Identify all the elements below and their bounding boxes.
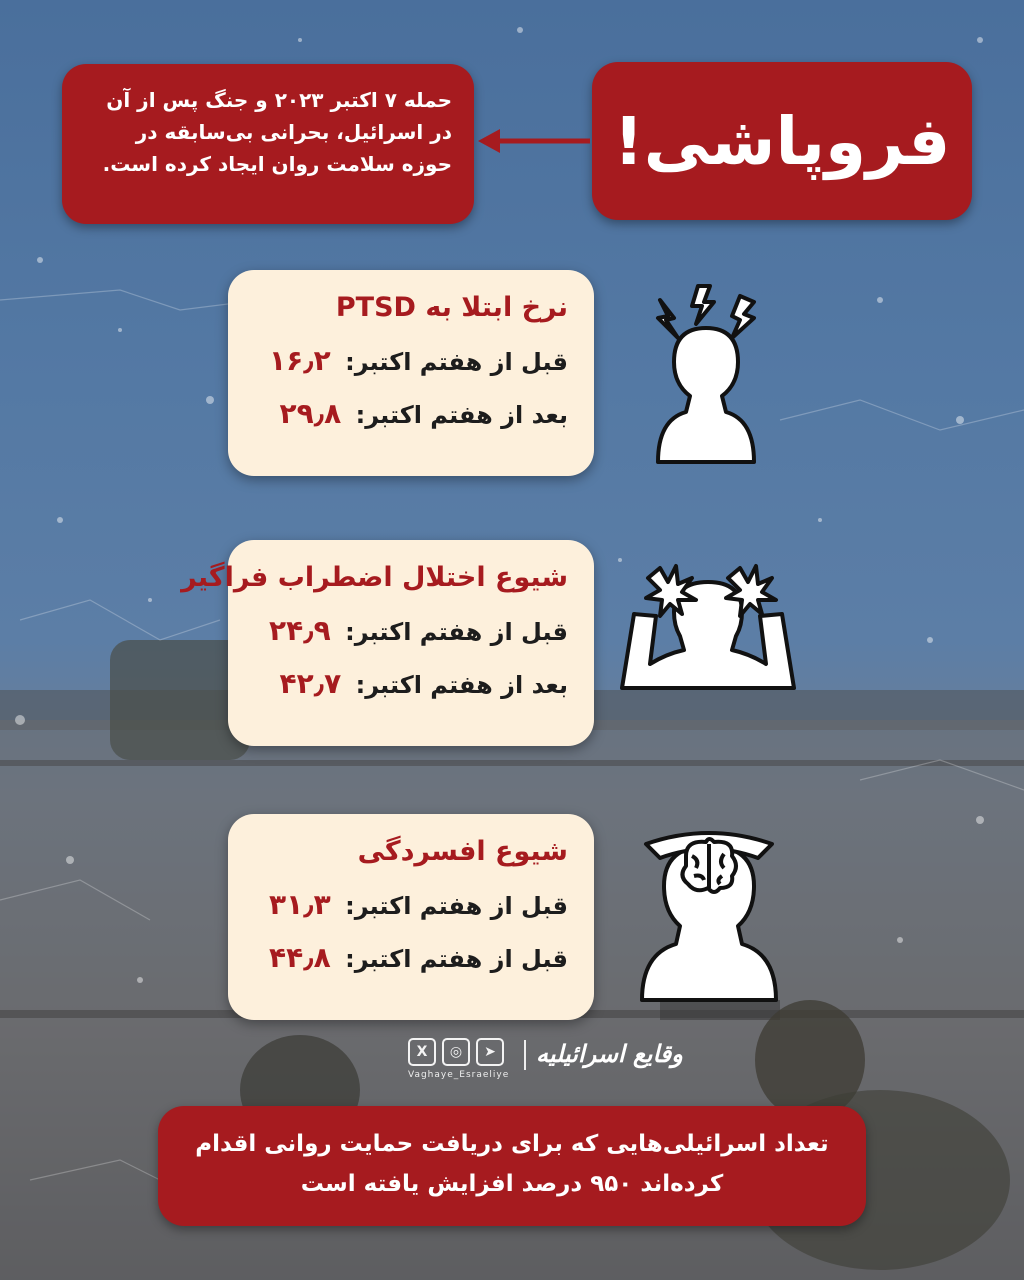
stat-after-row (254, 658, 568, 711)
stat-before-label: قبل از هفتم اکتبر: (345, 348, 568, 376)
telegram-icon[interactable]: ➤ (476, 1038, 504, 1066)
arrow-left-icon (476, 126, 590, 156)
title-banner (592, 62, 972, 220)
x-icon[interactable]: X (408, 1038, 436, 1066)
stressed-head-icon (640, 284, 770, 470)
instagram-icon[interactable]: ◎ (442, 1038, 470, 1066)
page-title: فروپاشی! (613, 102, 951, 180)
stat-after-value: ۴۴٫۸ (269, 941, 331, 974)
stat-after-label: قبل از هفتم اکتبر: (345, 945, 568, 973)
stat-title: نرخ ابتلا به PTSD (335, 292, 568, 323)
stat-before-row (254, 335, 568, 388)
footer-note: تعداد اسرائیلی‌هایی که برای دریافت حمایت روانی اقدام کرده‌اند ۹۵۰ درصد افزایش یافته است (158, 1106, 866, 1226)
stat-title: شیوع اختلال اضطراب فراگیر (181, 562, 568, 593)
stat-after-row (254, 932, 568, 985)
stat-after-value: ۲۹٫۸ (279, 397, 342, 430)
stat-card-ptsd (228, 270, 594, 476)
stat-card-depression (228, 814, 594, 1020)
stat-after-label: بعد از هفتم اکتبر: (355, 671, 568, 699)
brand-logo: وقایع اسرائیلیه (536, 1040, 683, 1068)
stat-before-value: ۳۱٫۳ (269, 888, 331, 921)
stat-before-label: قبل از هفتم اکتبر: (345, 618, 568, 646)
stat-after-row (254, 388, 568, 441)
brain-head-icon (636, 822, 782, 1006)
stat-after-value: ۴۲٫۷ (279, 667, 342, 700)
stat-before-row (254, 605, 568, 658)
divider (524, 1040, 526, 1070)
stat-before-label: قبل از هفتم اکتبر: (345, 892, 568, 920)
social-links (408, 1038, 504, 1066)
brand-handle: Vaghaye_Esraeliye (408, 1070, 510, 1080)
stat-before-value: ۲۴٫۹ (269, 614, 331, 647)
anxious-person-icon (616, 560, 800, 692)
stat-after-label: بعد از هفتم اکتبر: (355, 401, 568, 429)
stat-card-anxiety (181, 540, 594, 746)
stat-before-value: ۱۶٫۲ (269, 344, 331, 377)
stat-title: شیوع افسردگی (357, 836, 568, 867)
intro-text: حمله ۷ اکتبر ۲۰۲۳ و جنگ پس از آن در اسرائیل، بحرانی بی‌سابقه در حوزه سلامت روان ایجاد کرده است. (62, 64, 474, 224)
stat-before-row (254, 879, 568, 932)
